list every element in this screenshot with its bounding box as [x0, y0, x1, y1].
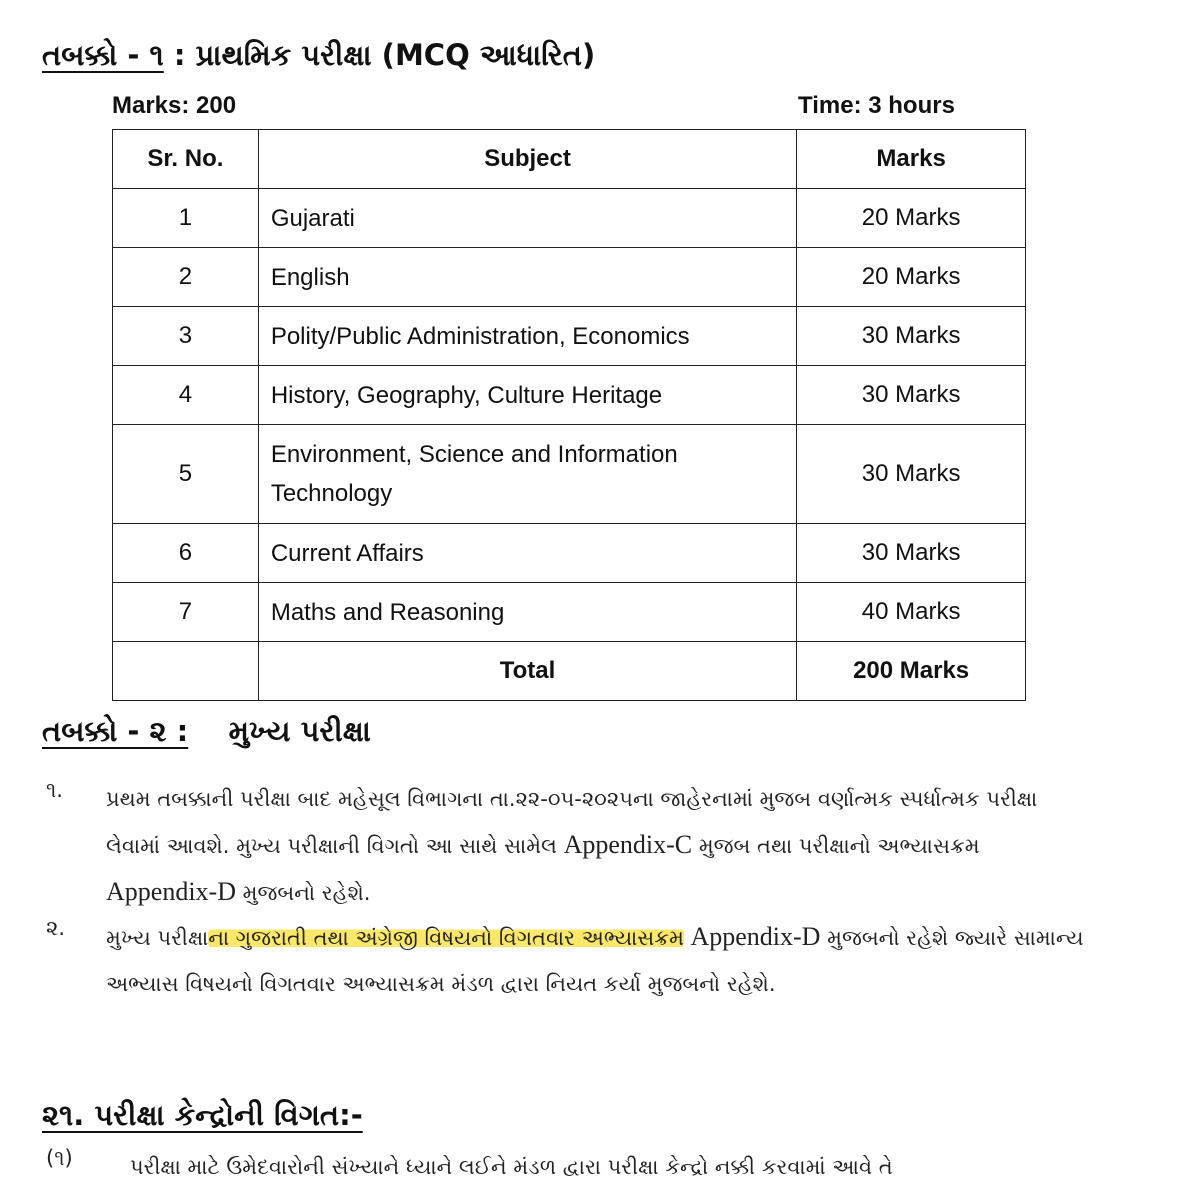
table-row	[113, 425, 1026, 524]
row-sr: 2	[113, 248, 259, 307]
section2-heading-title: મુખ્ય પરીક્ષા	[228, 714, 371, 748]
item2-paragraph	[106, 914, 1096, 1007]
total-marks: 200 Marks	[797, 642, 1026, 701]
table-row	[113, 248, 1026, 307]
section21-heading	[42, 1098, 363, 1133]
section1-heading	[42, 38, 595, 73]
row-marks: 30 Marks	[797, 524, 1026, 583]
table-row	[113, 366, 1026, 425]
header-sr-no: Sr. No.	[113, 130, 259, 189]
row-subject: English	[258, 248, 796, 307]
header-subject: Subject	[258, 130, 796, 189]
row-sr: 1	[113, 189, 259, 248]
table-row	[113, 189, 1026, 248]
table-row	[113, 583, 1026, 642]
total-label: Total	[258, 642, 796, 701]
item1-paragraph	[106, 776, 1096, 916]
row-marks: 40 Marks	[797, 583, 1026, 642]
row-subject: History, Geography, Culture Heritage	[258, 366, 796, 425]
row-marks: 20 Marks	[797, 248, 1026, 307]
section1-heading-title: : પ્રાથમિક પરીક્ષા (MCQ આધારિત)	[163, 38, 596, 72]
total-empty-cell	[113, 642, 259, 701]
row-subject: Current Affairs	[258, 524, 796, 583]
syllabus-table	[112, 129, 1026, 701]
row-sr: 4	[113, 366, 259, 425]
row-subject: Polity/Public Administration, Economics	[258, 307, 796, 366]
row-subject: Maths and Reasoning	[258, 583, 796, 642]
section1-heading-prefix: તબક્કો - ૧	[42, 38, 164, 72]
row-sr: 7	[113, 583, 259, 642]
section2-heading	[42, 714, 371, 749]
row-sr: 6	[113, 524, 259, 583]
table-header-row	[113, 130, 1026, 189]
item1-text-a: પ્રથમ તબક્કાની પરીક્ષા બાદ મહેસૂલ વિભાગના તા.૨૨-૦૫-૨૦૨૫ના જાહેરનામાં મુજબ વર્ણાત્મક સ્પર્ધાત્મક પરીક્ષા લેવામાં આવશે. મુખ્ય પરીક્ષાની વિગતો આ સાથે સામેલ	[106, 787, 1038, 858]
highlighted-text: ાના ગુજરાતી તથા અંગ્રેજી વિષયનો વિગતવાર અભ્યાસક્રમ	[208, 926, 684, 950]
section21-item1-number: (૧)	[46, 1146, 73, 1170]
section2-heading-prefix: તબક્કો - ૨ :	[42, 714, 189, 748]
table-row	[113, 307, 1026, 366]
row-marks: 20 Marks	[797, 189, 1026, 248]
table-total-row	[113, 642, 1026, 701]
item2-text-b: મુજબનો રહેશે જ્યારે સામાન્ય અભ્યાસ વિષયનો વિગતવાર અભ્યાસક્રમ મંડળ દ્વારા નિયત કર્યા મુજબનો રહેશે.	[106, 926, 1084, 996]
appendix-c-ref: Appendix-C	[563, 830, 693, 859]
item1-number: ૧.	[46, 778, 63, 802]
item2-number: ૨.	[46, 916, 66, 940]
time-label: Time: 3 hours	[798, 92, 955, 119]
item1-text-c: મુજબનો રહેશે.	[235, 881, 371, 905]
appendix-d-ref: Appendix-D	[683, 922, 821, 951]
row-subject: Environment, Science and Information Technology	[258, 425, 796, 524]
section21-heading-text: ૨૧. પરીક્ષા કેન્દ્રોની વિગત:-	[42, 1098, 363, 1132]
row-marks: 30 Marks	[797, 307, 1026, 366]
marks-label: Marks: 200	[112, 92, 237, 119]
row-sr: 5	[113, 425, 259, 524]
row-marks: 30 Marks	[797, 425, 1026, 524]
table-row	[113, 524, 1026, 583]
row-subject: Gujarati	[258, 189, 796, 248]
row-marks: 30 Marks	[797, 366, 1026, 425]
item2-text-a: મુખ્ય પરીક્ષ	[106, 926, 209, 950]
row-sr: 3	[113, 307, 259, 366]
section21-item1-text: પરીક્ષા માટે ઉમેદવારોની સંખ્યાને ધ્યાને લઈને મંડળ દ્વારા પરીક્ષા કેન્દ્રો નક્કી કરવામાં આવે તે	[130, 1155, 893, 1179]
header-marks: Marks	[797, 130, 1026, 189]
appendix-d-ref: Appendix-D	[106, 877, 236, 906]
item1-text-b: મુજબ તથા પરીક્ષાનો અભ્યાસક્રમ	[692, 834, 980, 858]
